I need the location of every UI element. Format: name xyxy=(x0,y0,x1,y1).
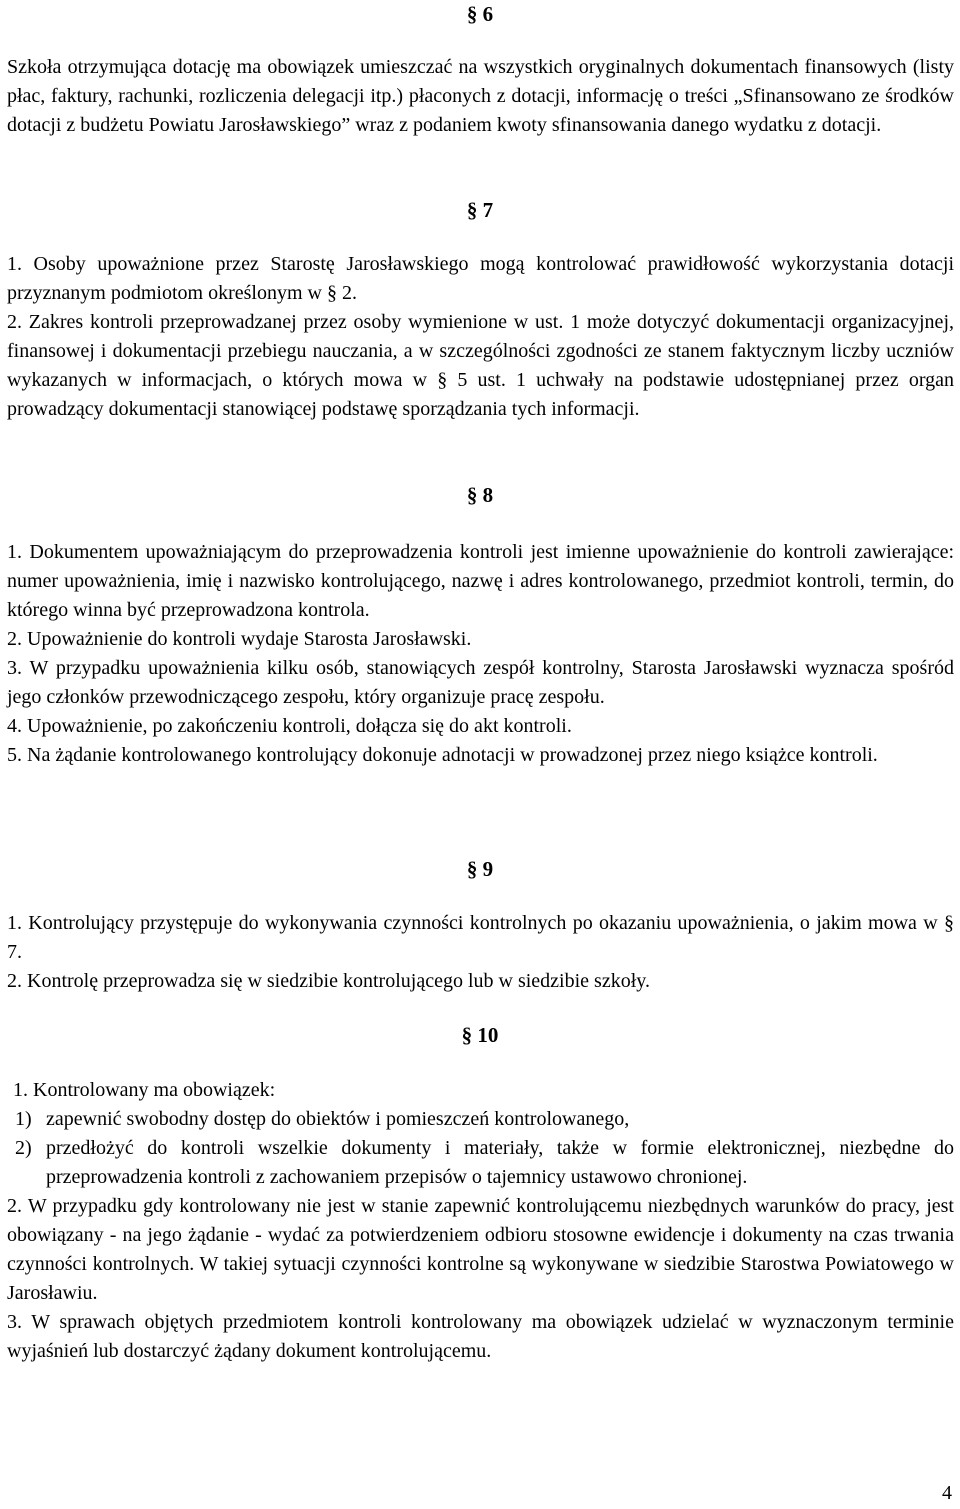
section-8-paragraph-3: 3. W przypadku upoważnienia kilku osób, stanowiących zespół kontrolny, Starosta Jarosławski wyznacza spośród jego członków przewodniczącego zespołu, który organizuje pracę zespołu. xyxy=(7,657,954,708)
section-7-paragraph-1: 1. Osoby upoważnione przez Starostę Jarosławskiego mogą kontrolować prawidłowość wykorzystania dotacji przyznanym podmiotom określonym w § 2. xyxy=(7,253,954,304)
list-item xyxy=(7,1105,954,1134)
section-heading-6: § 6 xyxy=(466,2,494,26)
section-8-paragraph-2: 2. Upoważnienie do kontroli wydaje Starosta Jarosławski. xyxy=(7,628,472,650)
section-6-paragraph: Szkoła otrzymująca dotację ma obowiązek umieszczać na wszystkich oryginalnych dokumentach finansowych (listy płac, faktury, rachunki, rozliczenia delegacji itp.) płaconych z dotacji, informację o treści „Sfinansowano ze środków dotacji z budżetu Powiatu Jarosławskiego” wraz z podaniem kwoty sfinansowania danego wydatku z dotacji. xyxy=(7,56,954,136)
list-item-text: przedłożyć do kontroli wszelkie dokumenty i materiały, także w formie elektronicznej, niezbędne do przeprowadzenia kontroli z zachowaniem przepisów o tajemnicy ustawowo chronionej. xyxy=(46,1137,954,1188)
section-heading-9: § 9 xyxy=(466,857,494,881)
section-7-body xyxy=(7,250,954,424)
section-heading-10: § 10 xyxy=(461,1023,499,1047)
list-item-number: 2) xyxy=(15,1137,32,1159)
list-item-number: 1) xyxy=(15,1108,32,1130)
list-item-text: zapewnić swobodny dostęp do obiektów i pomieszczeń kontrolowanego, xyxy=(46,1108,630,1130)
section-10-paragraph-3: 3. W sprawach objętych przedmiotem kontroli kontrolowany ma obowiązek udzielać w wyznaczonym terminie wyjaśnień lub dostarczyć żądany dokument kontrolującemu. xyxy=(7,1311,954,1362)
section-heading-7: § 7 xyxy=(466,198,494,222)
section-8-paragraph-5: 5. Na żądanie kontrolowanego kontrolujący dokonuje adnotacji w prowadzonej przez niego książce kontroli. xyxy=(7,744,878,766)
section-9-paragraph-2: 2. Kontrolę przeprowadza się w siedzibie kontrolującego lub w siedzibie szkoły. xyxy=(7,970,650,992)
section-8-body xyxy=(7,538,954,770)
page-number: 4 xyxy=(942,1482,952,1504)
section-10-body xyxy=(7,1076,954,1366)
section-10-intro: 1. Kontrolowany ma obowiązek: xyxy=(13,1079,276,1101)
section-9-paragraph-1: 1. Kontrolujący przystępuje do wykonywania czynności kontrolnych po okazaniu upoważnienia, o jakim mowa w § 7. xyxy=(7,912,954,963)
section-10-paragraph-2: 2. W przypadku gdy kontrolowany nie jest w stanie zapewnić kontrolującemu niezbędnych warunków do pracy, jest obowiązany - na jego żądanie - wydać za potwierdzeniem odbioru stosowne ewidencje i dokumenty na czas trwania czynności kontrolnych. W takiej sytuacji czynności kontrolne są wykonywane w siedzibie Starostwa Powiatowego w Jarosławiu. xyxy=(7,1195,954,1304)
section-heading-8: § 8 xyxy=(466,483,494,507)
section-9-body xyxy=(7,909,954,996)
section-8-paragraph-4: 4. Upoważnienie, po zakończeniu kontroli, dołącza się do akt kontroli. xyxy=(7,715,572,737)
section-8-paragraph-1: 1. Dokumentem upoważniającym do przeprowadzenia kontroli jest imienne upoważnienie do kontroli zawierające: numer upoważnienia, imię i nazwisko kontrolującego, nazwę i adres kontrolowanego, przedmiot kontroli, termin, do którego winna być przeprowadzona kontrola. xyxy=(7,541,954,621)
list-item xyxy=(7,1134,954,1192)
section-7-paragraph-2: 2. Zakres kontroli przeprowadzanej przez osoby wymienione w ust. 1 może dotyczyć dokumentacji organizacyjnej, finansowej i dokumentacji przebiegu nauczania, a w szczególności zgodności ze stanem faktycznym liczby uczniów wykazanych w informacjach, o których mowa w § 5 ust. 1 uchwały na podstawie udostępnianej przez organ prowadzący dokumentacji stanowiącej podstawę sporządzania tych informacji. xyxy=(7,311,954,420)
section-6-body xyxy=(7,53,954,140)
